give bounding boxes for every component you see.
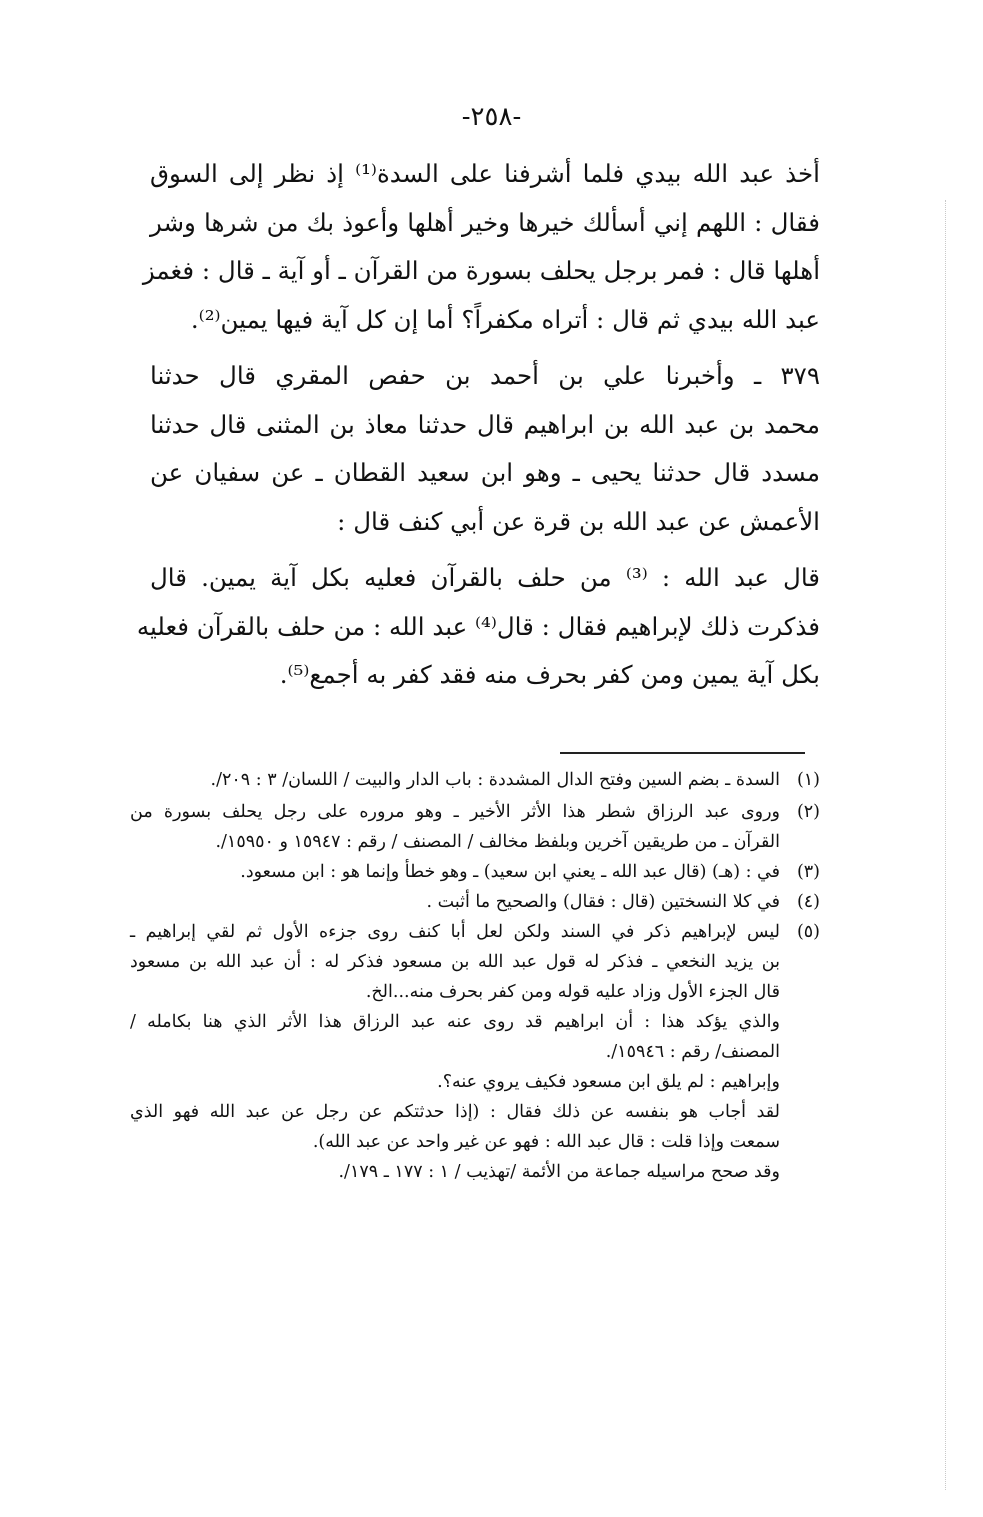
footnote-line: القرآن ـ من طريقين آخرين وبلفظ مخالف / المصنف / رقم : ١٥٩٤٧ و ١٥٩٥٠/. bbox=[215, 832, 780, 852]
footnote-number: (٥) bbox=[796, 922, 820, 942]
text-line: مسدد قال حدثنا يحيى ـ وهو ابن سعيد القطان ـ عن سفيان عن bbox=[150, 458, 820, 487]
paragraph-1 bbox=[142, 150, 820, 344]
footnote-line: بن يزيد النخعي ـ فذكر له قول عبد الله بن مسعود فذكر له : أن عبد الله بن مسعود bbox=[130, 952, 780, 972]
text-line: قال عبد الله : ⁽³⁾ من حلف بالقرآن فعليه بكل آية يمين. قال bbox=[150, 563, 821, 592]
scan-margin-mark bbox=[945, 200, 947, 1490]
paragraph-3 bbox=[136, 554, 821, 700]
text-line: فذكرت ذلك لإبراهيم فقال : قال⁽⁴⁾ عبد الله : من حلف بالقرآن فعليه bbox=[136, 611, 820, 641]
footnote-line: في : (هـ) (قال عبد الله ـ يعني ابن سعيد) ـ وهو خطأ وإنما هو : ابن مسعود. bbox=[240, 862, 780, 882]
footnotes bbox=[130, 765, 820, 1187]
footnote-line: وقد صحح مراسيله جماعة من الأئمة /تهذيب / ١ : ١٧٧ ـ ١٧٩/. bbox=[338, 1162, 780, 1182]
footnote-number: (٢) bbox=[796, 802, 820, 822]
footnote-line: ليس لإبراهيم ذكر في السند ولكن لعل أبا كنف روى جزءه الأول ثم لقي إبراهيم ـ bbox=[130, 922, 780, 942]
footnote-line: السدة ـ بضم السين وفتح الدال المشددة : باب الدار والبيت / اللسان/ ٣ : ٢٠٩/. bbox=[210, 770, 780, 790]
footnote-line: والذي يؤكد هذا : أن ابراهيم قد روى عنه عبد الرزاق هذا الأثر الذي هنا بكامله / bbox=[130, 1012, 780, 1032]
footnote-number: (١) bbox=[796, 770, 820, 790]
text-line: ٣٧٩ ـ وأخبرنا علي بن أحمد بن حفص المقري قال حدثنا bbox=[150, 361, 820, 390]
footnote-1 bbox=[130, 765, 820, 795]
text-line: أخذ عبد الله بيدي فلما أشرفنا على السدة⁽¹⁾ إذ نظر إلى السوق bbox=[150, 159, 820, 188]
page-number: -٢٥٨- bbox=[461, 102, 522, 132]
paragraph-2 bbox=[150, 352, 820, 546]
footnote-line: قال الجزء الأول وزاد عليه قوله ومن كفر بحرف منه...الخ. bbox=[365, 982, 780, 1002]
footnote-line: لقد أجاب هو بنفسه عن ذلك فقال : (إذا حدثتكم عن رجل عن عبد الله فهو الذي bbox=[130, 1102, 780, 1122]
footnote-5 bbox=[130, 917, 820, 1187]
footnote-3 bbox=[130, 857, 820, 887]
footnote-line: وروى عبد الرزاق شطر هذا الأثر الأخير ـ وهو مروره على رجل يحلف بسورة من bbox=[130, 802, 780, 822]
text-line: محمد بن عبد الله بن ابراهيم قال حدثنا معاذ بن المثنى قال حدثنا bbox=[150, 409, 820, 439]
footnote-line: في كلا النسختين (قال : فقال) والصحيح ما أثبت . bbox=[426, 892, 780, 912]
footnote-4 bbox=[130, 887, 820, 917]
footnote-2 bbox=[130, 797, 820, 857]
footnote-line: وإبراهيم : لم يلق ابن مسعود فكيف يروي عنه؟. bbox=[437, 1072, 780, 1092]
footnote-number: (٤) bbox=[796, 892, 820, 912]
text-line: فقال : اللهم إني أسألك خيرها وخير أهلها وأعوذ بك من شرها وشر bbox=[150, 207, 820, 237]
text-line: الأعمش عن عبد الله بن قرة عن أبي كنف قال : bbox=[337, 506, 820, 536]
footnote-line: سمعت وإذا قلت : قال عبد الله : فهو عن غير واحد عن عبد الله). bbox=[312, 1132, 780, 1152]
main-text bbox=[136, 150, 821, 700]
text-line: أهلها قال : فمر برجل يحلف بسورة من القرآن ـ أو آية ـ قال : فغمز bbox=[142, 256, 820, 285]
text-line: عبد الله بيدي ثم قال : أتراه مكفراً؟ أما إن كل آية فيها يمين⁽²⁾. bbox=[190, 304, 820, 334]
footnote-separator bbox=[560, 752, 805, 754]
text-line: بكل آية يمين ومن كفر بحرف منه فقد كفر به أجمع⁽⁵⁾. bbox=[279, 660, 820, 689]
footnote-number: (٣) bbox=[796, 862, 820, 882]
footnote-line: المصنف/ رقم : ١٥٩٤٦/. bbox=[605, 1042, 780, 1062]
